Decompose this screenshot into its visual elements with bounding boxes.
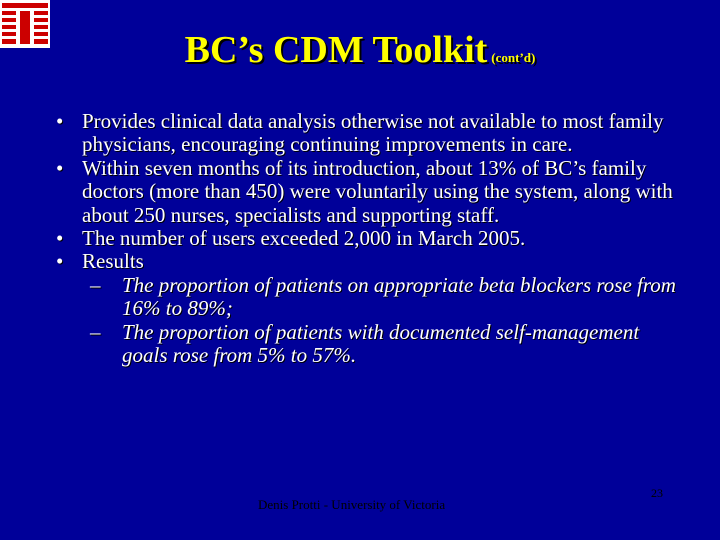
bullet-text: Within seven months of its introduction, about 13% of BC’s family doctors (more than 450) were voluntarily using the system, along with about 250 nurses, specialists and supporting staff. [82, 155, 673, 227]
slide-title-text: BC’s CDM Toolkit [184, 29, 488, 71]
sub-bullet-item [90, 321, 676, 368]
slide-title [0, 28, 720, 80]
bullet-item [56, 157, 676, 227]
bullet-item [56, 250, 676, 367]
slide-title-suffix: (cont’d) [491, 50, 536, 65]
bullet-item [56, 227, 676, 250]
sub-bullet-item [90, 274, 676, 321]
bullet-icon: • [56, 155, 64, 180]
sub-bullet-text: The proportion of patients on appropriate beta blockers rose from 16% to 89%; [122, 272, 676, 321]
bullet-list [56, 110, 676, 367]
footer-text: Denis Protti - University of Victoria [258, 497, 446, 512]
bullet-text: Results [82, 249, 144, 274]
sub-bullet-list [82, 274, 676, 368]
bullet-text: Provides clinical data analysis otherwise not available to most family physicians, encouraging continuing improvements in care. [82, 109, 664, 157]
bullet-text: The number of users exceeded 2,000 in March 2005. [82, 226, 526, 251]
dash-icon: – [90, 272, 101, 297]
bullet-icon: • [56, 226, 64, 251]
bullet-item [56, 110, 676, 157]
page-number: 23 [651, 486, 663, 500]
dash-icon: – [90, 319, 101, 344]
sub-bullet-text: The proportion of patients with documented self-management goals rose from 5% to 57%. [122, 319, 640, 368]
bullet-icon: • [56, 249, 64, 274]
bullet-icon: • [56, 109, 64, 133]
